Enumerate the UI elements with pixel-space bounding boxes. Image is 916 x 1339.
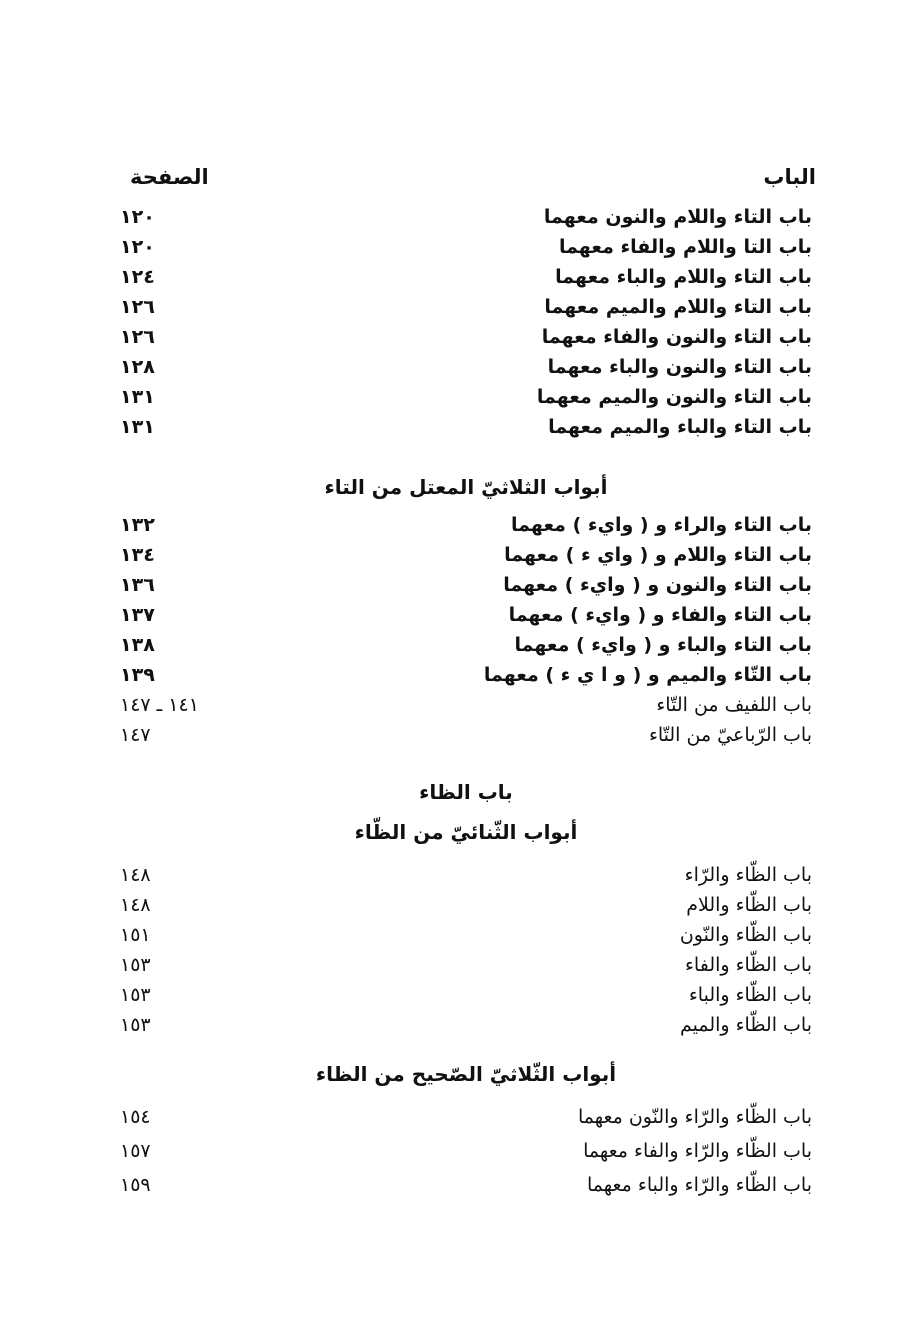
entry-title: باب التاء واللام والنون معهما xyxy=(543,206,812,228)
entry-page: ١٣١ xyxy=(120,386,155,408)
toc-entry xyxy=(120,690,812,720)
entry-page: ١٥٣ xyxy=(120,1014,151,1036)
toc-group-3 xyxy=(120,860,812,1040)
entry-title: باب التاء والباء و ( وايء ) معهما xyxy=(514,634,812,656)
entry-title: باب التّاء والميم و ( و ا ي ء ) معهما xyxy=(483,664,812,686)
entry-page: ١٤٨ xyxy=(120,864,151,886)
section-heading: أبواب الثلاثيّ المعتل من التاء xyxy=(324,475,608,499)
toc-entry xyxy=(120,950,812,980)
toc-group-4 xyxy=(120,1100,812,1202)
entry-page: ١٢٠ xyxy=(120,206,155,228)
toc-entry xyxy=(120,1168,812,1202)
toc-entry xyxy=(120,322,812,352)
toc-entry xyxy=(120,382,812,412)
entry-page: ١٣١ xyxy=(120,416,155,438)
toc-entry xyxy=(120,980,812,1010)
entry-page: ١٢٦ xyxy=(120,296,155,318)
entry-title: باب الظّاء والباء xyxy=(688,984,812,1006)
entry-title: باب التاء والفاء و ( وايء ) معهما xyxy=(508,604,812,626)
entry-page: ١٤٨ xyxy=(120,894,151,916)
entry-title: باب التاء واللام والباء معهما xyxy=(555,266,812,288)
entry-page-range: ١٤١ ـ ١٤٧ xyxy=(120,694,199,716)
entry-title: باب الظّاء والنّون xyxy=(679,924,812,946)
entry-title: باب الظّاء والميم xyxy=(679,1014,812,1036)
entry-page: ١٥٣ xyxy=(120,954,151,976)
toc-entry xyxy=(120,720,812,750)
entry-page: ١٣٦ xyxy=(120,574,155,596)
entry-page: ١٣٢ xyxy=(120,514,155,536)
chapter-heading: باب الظاء xyxy=(419,780,513,804)
toc-entry xyxy=(120,232,812,262)
entry-page: ١٥٤ xyxy=(120,1106,151,1128)
section-heading: أبواب الثّنائيّ من الظّاء xyxy=(354,820,578,844)
entry-page: ١٥٣ xyxy=(120,984,151,1006)
entry-page: ١٥٧ xyxy=(120,1140,151,1162)
toc-entry xyxy=(120,1134,812,1168)
entry-title: باب التاء والنون و ( وايء ) معهما xyxy=(503,574,812,596)
entry-title: باب اللفيف من التّاء xyxy=(656,694,812,716)
toc-entry xyxy=(120,510,812,540)
toc-entry xyxy=(120,412,812,442)
entry-page: ١٣٤ xyxy=(120,544,155,566)
table-header xyxy=(130,160,816,194)
entry-title: باب التاء والنون والباء معهما xyxy=(547,356,812,378)
toc-entry xyxy=(120,860,812,890)
entry-page: ١٤٧ xyxy=(120,724,151,746)
entry-page: ١٣٨ xyxy=(120,634,155,656)
toc-entry xyxy=(120,292,812,322)
entry-title: باب الظّاء والرّاء والفاء معهما xyxy=(583,1140,812,1162)
entry-title: باب التاء واللام والميم معهما xyxy=(544,296,812,318)
section-heading: أبواب الثّلاثيّ الصّحيح من الظاء xyxy=(315,1062,617,1086)
entry-title: باب التاء والنون والفاء معهما xyxy=(541,326,812,348)
entry-title: باب التاء والراء و ( وايء ) معهما xyxy=(511,514,812,536)
entry-title: باب التا واللام والفاء معهما xyxy=(558,236,812,258)
toc-entry xyxy=(120,660,812,690)
toc-entry xyxy=(120,1100,812,1134)
entry-title: باب الرّباعيّ من التّاء xyxy=(648,724,812,746)
entry-page: ١٢٨ xyxy=(120,356,155,378)
entry-title: باب الظّاء والفاء xyxy=(685,954,812,976)
entry-page: ١٣٧ xyxy=(120,604,155,626)
entry-title: باب الظّاء والرّاء والباء معهما xyxy=(586,1174,812,1196)
toc-entry xyxy=(120,600,812,630)
entry-page: ١٢٠ xyxy=(120,236,155,258)
toc-entry xyxy=(120,920,812,950)
entry-page: ١٥٩ xyxy=(120,1174,151,1196)
entry-page: ١٥١ xyxy=(120,924,151,946)
entry-title: باب الظّاء والرّاء والنّون معهما xyxy=(577,1106,812,1128)
toc-entry xyxy=(120,570,812,600)
entry-title: باب التاء واللام و ( واي ء ) معهما xyxy=(504,544,812,566)
entry-page: ١٢٤ xyxy=(120,266,155,288)
toc-entry xyxy=(120,540,812,570)
toc-entry xyxy=(120,1010,812,1040)
toc-entry xyxy=(120,630,812,660)
toc-entry xyxy=(120,262,812,292)
entry-page: ١٢٦ xyxy=(120,326,155,348)
entry-title: باب الظّاء والرّاء xyxy=(684,864,812,886)
toc-entry xyxy=(120,202,812,232)
chapter-column-header: الباب xyxy=(763,165,816,189)
toc-group-1 xyxy=(120,202,812,442)
toc-entry xyxy=(120,890,812,920)
toc-group-2 xyxy=(120,510,812,750)
toc-entry xyxy=(120,352,812,382)
entry-title: باب التاء والنون والميم معهما xyxy=(536,386,812,408)
page-column-header: الصفحة xyxy=(130,165,209,189)
entry-page: ١٣٩ xyxy=(120,664,155,686)
entry-title: باب التاء والباء والميم معهما xyxy=(548,416,812,438)
entry-title: باب الظّاء واللام xyxy=(686,894,812,916)
